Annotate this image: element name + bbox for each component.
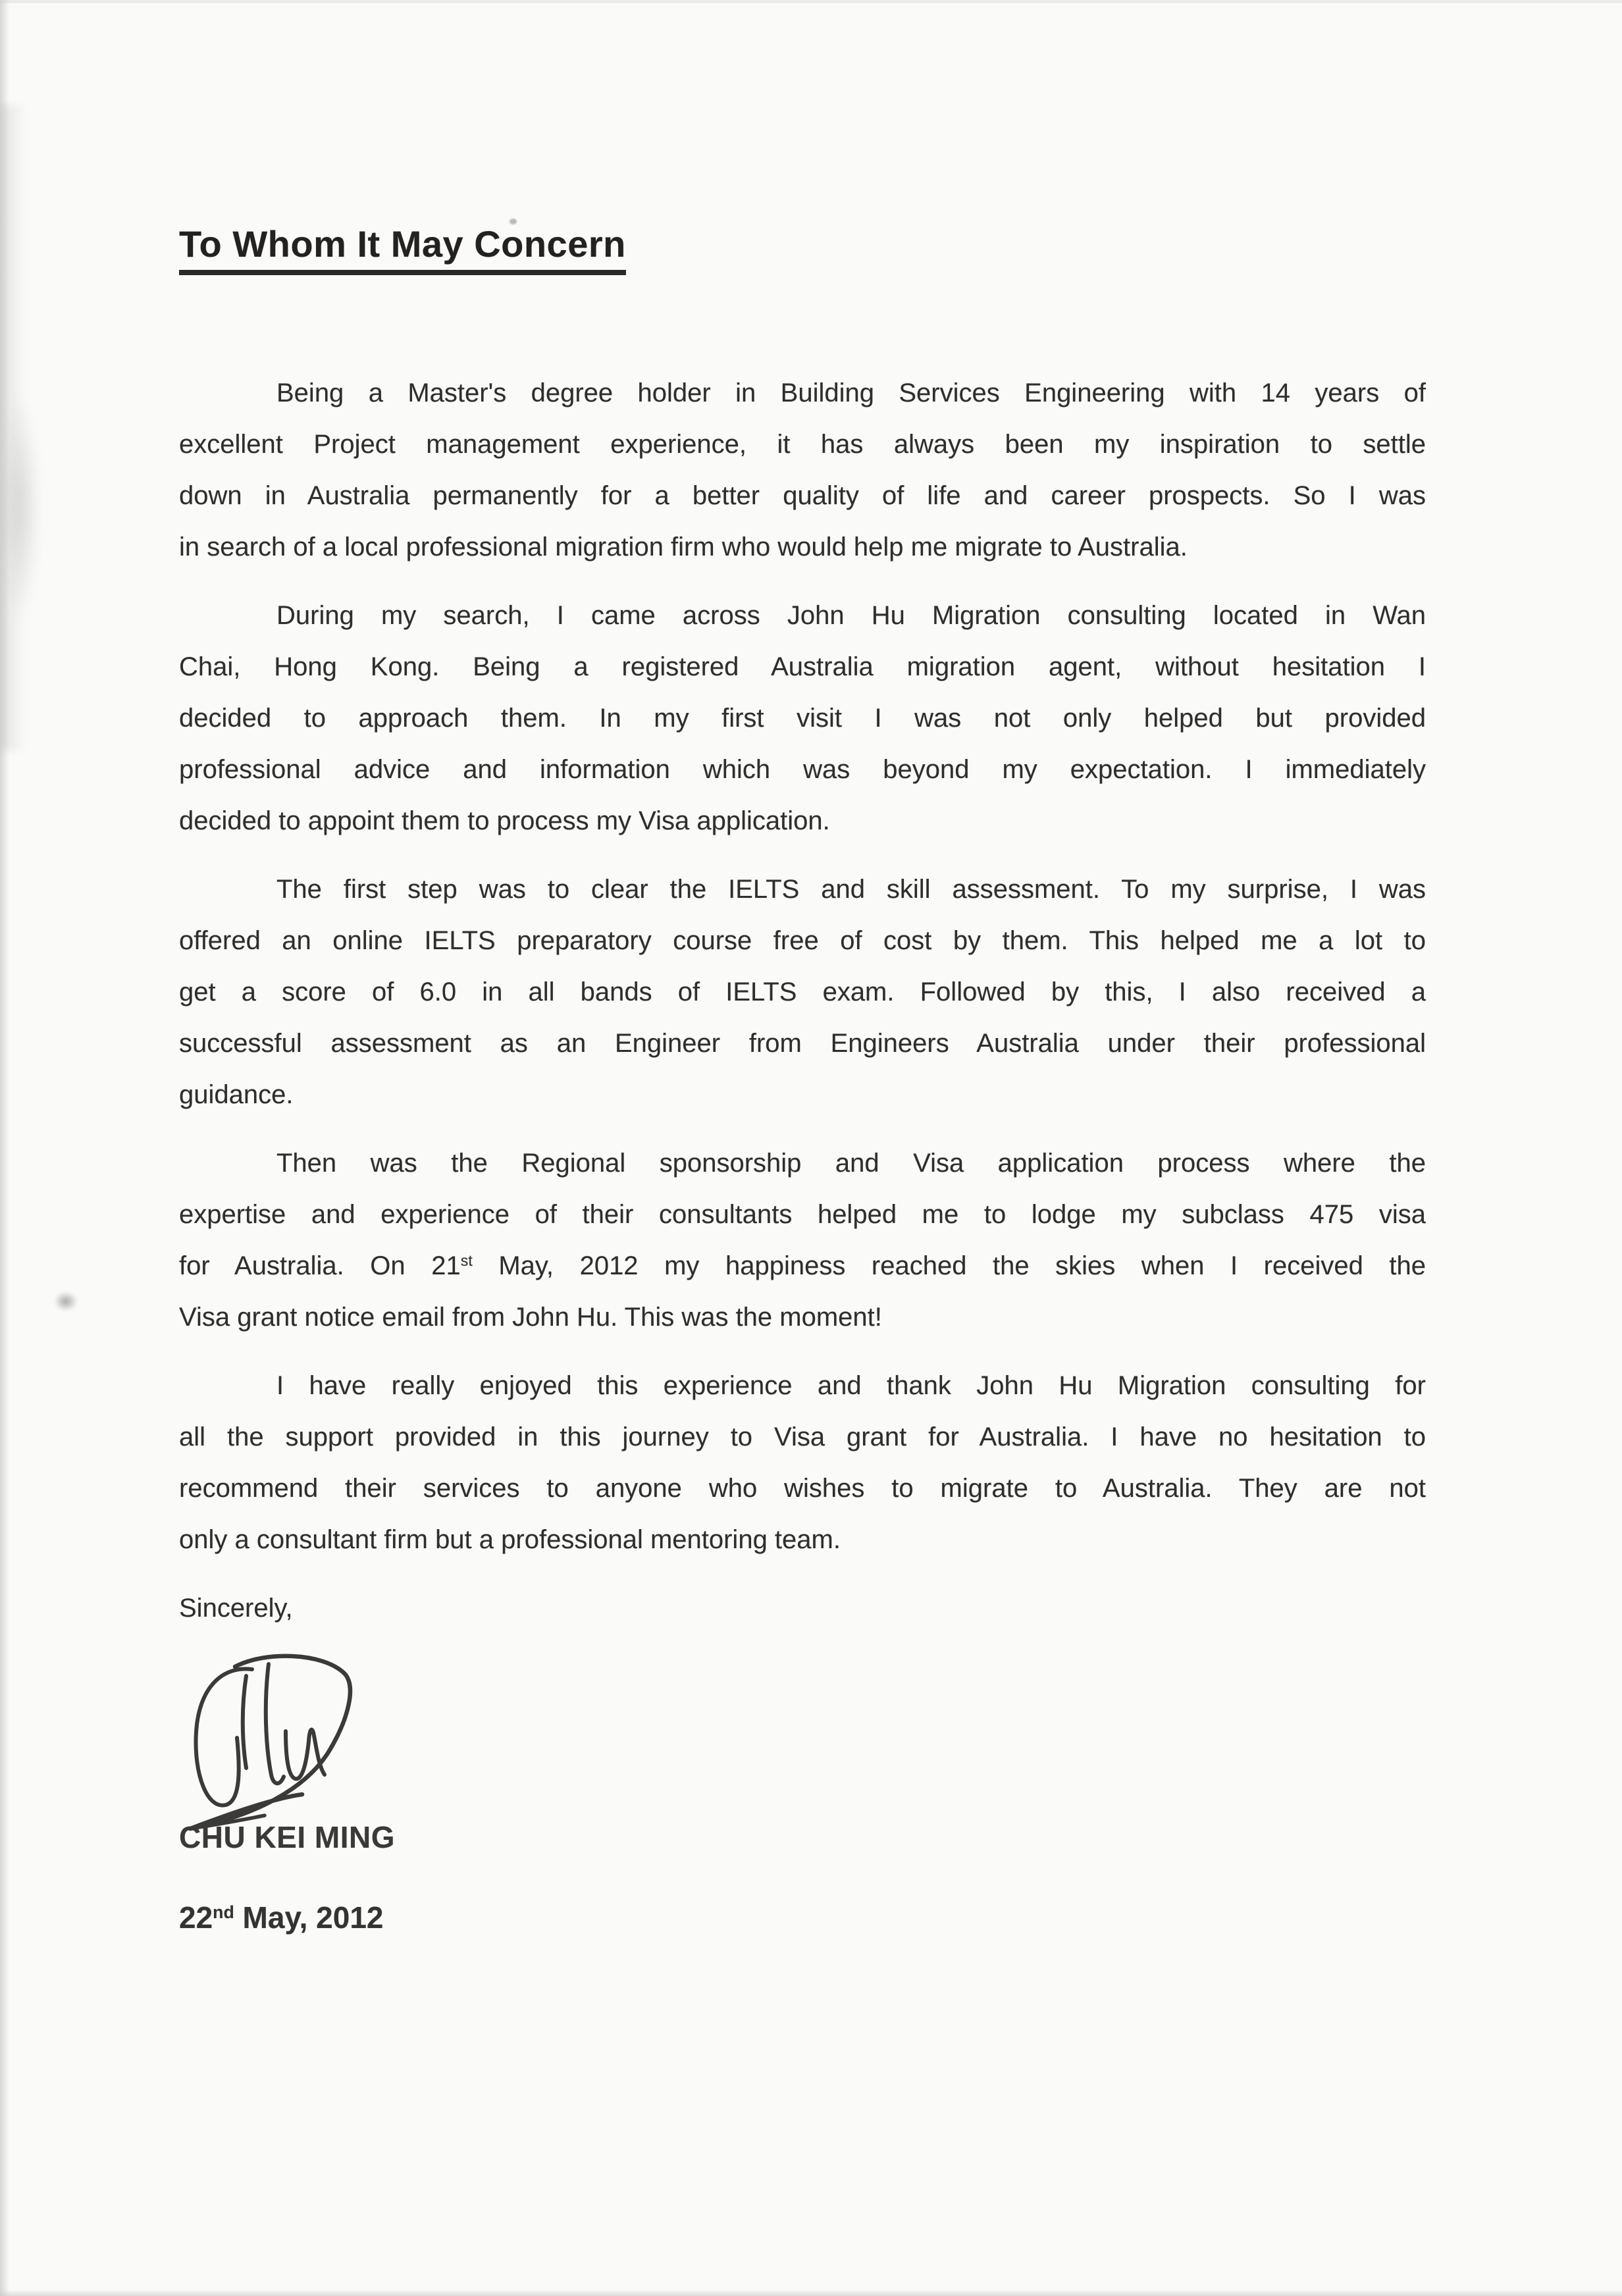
letter-date: 22nd May, 2012: [179, 1900, 384, 1935]
letter-line: professional advice and information which was beyond my expectation. I immediately: [179, 754, 1426, 784]
letter-line: Being a Master's degree holder in Building Services Engineering with 14 years of: [276, 378, 1426, 407]
letter-body: [179, 367, 1426, 1565]
letter-line: The first step was to clear the IELTS and skill assessment. To my surprise, I was: [276, 874, 1426, 904]
paragraph: [179, 864, 1426, 1120]
paragraph: [179, 590, 1426, 847]
letter-line: in search of a local professional migration firm who would help me migrate to Australia.: [179, 532, 1188, 561]
letter-line: decided to approach them. In my first visit I was not only helped but provided: [179, 703, 1426, 733]
letter-line: recommend their services to anyone who wishes to migrate to Australia. They are not: [179, 1473, 1426, 1503]
letter-line: get a score of 6.0 in all bands of IELTS exam. Followed by this, I also received a: [179, 977, 1426, 1006]
letter-line: I have really enjoyed this experience and thank John Hu Migration consulting for: [276, 1370, 1426, 1400]
paragraph: [179, 1137, 1426, 1343]
paragraph: [179, 1360, 1426, 1565]
letter-line: expertise and experience of their consultants helped me to lodge my subclass 475 visa: [179, 1199, 1426, 1229]
letter-line: guidance.: [179, 1080, 294, 1109]
letter-line: Then was the Regional sponsorship and Visa application process where the: [276, 1148, 1426, 1178]
letter-line: all the support provided in this journey to Visa grant for Australia. I have no hesitation to: [179, 1422, 1426, 1451]
handwritten-signature: [172, 1639, 370, 1833]
letter-line: Chai, Hong Kong. Being a registered Australia migration agent, without hesitation I: [179, 652, 1426, 681]
scan-edge-shadow-bottom: [0, 2289, 1622, 2296]
letter-line: excellent Project management experience, it has always been my inspiration to settle: [179, 429, 1426, 459]
letter-line: During my search, I came across John Hu Migration consulting located in Wan: [276, 600, 1426, 630]
closing-salutation: Sincerely,: [179, 1593, 293, 1623]
letter-line: Visa grant notice email from John Hu. This was the moment!: [179, 1302, 882, 1332]
letter-line: down in Australia permanently for a better quality of life and career prospects. So I was: [179, 481, 1426, 510]
letter-line: for Australia. On 21st May, 2012 my happiness reached the skies when I received the: [179, 1251, 1426, 1280]
signatory-name: CHU KEI MING: [179, 1819, 395, 1854]
paragraph: [179, 367, 1426, 573]
letter-title: To Whom It May Concern: [179, 224, 626, 275]
letter-line: decided to appoint them to process my Visa application.: [179, 806, 830, 835]
letter-line: offered an online IELTS preparatory course free of cost by them. This helped me a lot to: [179, 926, 1426, 955]
letter-line: successful assessment as an Engineer from Engineers Australia under their professional: [179, 1028, 1426, 1058]
letter-line: only a consultant firm but a professional mentoring team.: [179, 1525, 841, 1554]
